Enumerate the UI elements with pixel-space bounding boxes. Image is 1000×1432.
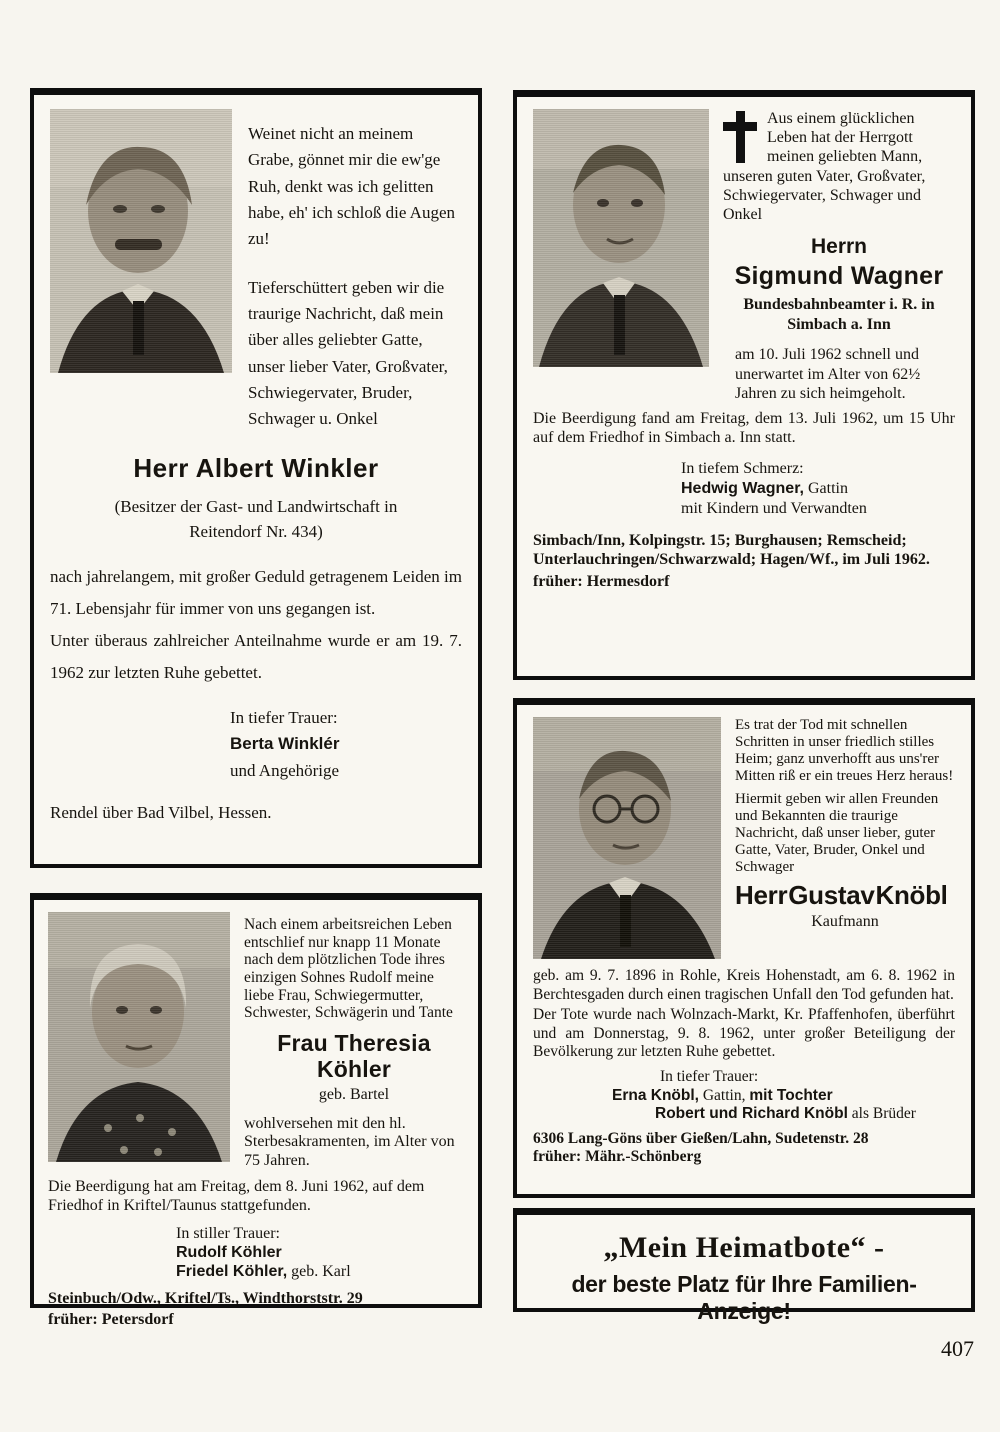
announcement-intro: Nach einem arbeitsreichen Leben entschlief nur knapp 11 Monate nach dem plötzlichen Tode ihres einzigen Sohnes Rudolf meine liebe Frau, Schwiegermutter, Schwester, Schwägerin und Tante — [244, 916, 453, 1022]
deceased-honorific: Herrn — [810, 235, 868, 259]
mourners-block — [681, 459, 955, 519]
ad-subtitle: der beste Platz für Ihre Familien-Anzeige! — [571, 1271, 917, 1324]
deceased-name: Herr Albert Winkler — [133, 452, 379, 483]
mourner-name: Robert und Richard Knöbl — [655, 1105, 848, 1123]
mourner-name: Rudolf Köhler — [176, 1243, 282, 1261]
heimatbote-advertisement — [513, 1208, 975, 1324]
deceased-name: Herr Gustav Knöbl — [735, 880, 948, 911]
mourner-name: Erna Knöbl, — [612, 1086, 699, 1104]
mourning-label: In tiefer Trauer: — [660, 1067, 759, 1085]
announcement-intro: Aus einem glücklichen Leben hat der Herrgott meinen geliebten Mann, unseren guten Vater, Großvater, Schwiegervater, Schwager und Onkel — [723, 110, 926, 223]
portrait-photo-knoebl — [533, 717, 721, 959]
mourner-relatives: mit Kindern und Verwandten — [681, 500, 867, 518]
mourner-name: Hedwig Wagner, — [681, 480, 804, 498]
location-line: Simbach/Inn, Kolpingstr. 15; Burghausen; Remscheid; Unterlauchringen/Schwarzwald; Hagen/Wf., im Juli 1962. — [533, 532, 930, 569]
mourner-name-line — [612, 1087, 955, 1106]
mourner-role: Gattin — [807, 480, 848, 498]
funeral-details: Unter überaus zahlreicher Anteilnahme wurde er am 19. 7. 1962 zur letzten Ruhe gebettet. — [50, 630, 462, 682]
memorial-verse: Weinet nicht an meinem Grabe, gönnet mir die ew'ge Ruh, denkt was ich gelitten habe, eh' ich schloß die Augen zu! — [248, 124, 456, 249]
intro-with-cross — [723, 109, 955, 224]
location-line: Rendel über Bad Vilbel, Hessen. — [50, 803, 272, 823]
funeral-details: Die Beerdigung hat am Freitag, dem 8. Juni 1962, auf dem Friedhof in Kriftel/Taunus stattgefunden. — [48, 1178, 425, 1215]
mourner-name-line — [681, 479, 955, 499]
page-number: 407 — [941, 1336, 974, 1361]
death-details: wohlversehen mit den hl. Sterbesakramenten, im Alter von 75 Jahren. — [244, 1114, 455, 1170]
mourner-name-line — [655, 1105, 955, 1124]
mourner-suffix: mit Tochter — [749, 1086, 833, 1104]
memorial-verse: Es trat der Tod mit schnellen Schritten in unser friedlich stilles Heim; ganz unverhofft aus uns'rer Mitten riß er ein treues Herz heraus! — [735, 717, 954, 784]
portrait-photo-koehler — [48, 912, 230, 1162]
obituary-winkler — [30, 88, 482, 868]
maiden-name: geb. Bartel — [318, 1086, 390, 1104]
mourner-name-line — [176, 1262, 464, 1281]
death-details: am 10. Juli 1962 schnell und unerwartet im Alter von 62½ Jahren zu sich heimgeholt. — [735, 346, 921, 402]
deceased-name: Sigmund Wagner — [734, 262, 944, 291]
mourning-label: In tiefem Schmerz: — [681, 460, 804, 478]
portrait-photo-winkler — [50, 109, 232, 373]
former-residence: früher: Hermesdorf — [533, 572, 670, 590]
portrait-photo-wagner — [533, 109, 709, 367]
obituary-wagner — [513, 90, 975, 680]
location-line: Steinbuch/Odw., Kriftel/Ts., Windthorststr. 29 — [48, 1290, 363, 1308]
mourner-role: als Brüder — [851, 1105, 916, 1123]
mourning-label: In stiller Trauer: — [176, 1224, 280, 1242]
mourner-name: Berta Winklér — [230, 734, 340, 754]
mourner-role: Gattin, — [702, 1086, 746, 1104]
mourner-name: Friedel Köhler, — [176, 1262, 288, 1280]
death-details: geb. am 9. 7. 1896 in Rohle, Kreis Hohenstadt, am 6. 8. 1962 in Berchtesgaden durch einen tragischen Unfall den Tod gefunden hat. — [533, 967, 955, 1003]
funeral-details: Der Tote wurde nach Wolnzach-Markt, Kr. Pfaffenhofen, überführt und am Donnerstag, 9. 8. 1962, unter großer Beteiligung der Bevölkerung zur letzten Ruhe gebettet. — [533, 1006, 955, 1061]
deceased-occupation: Bundesbahnbeamter i. R. in Simbach a. Inn — [743, 296, 935, 334]
mourner-maiden-name: geb. Karl — [291, 1262, 351, 1280]
announcement-intro: Tieferschüttert geben wir die traurige Nachricht, daß mein über alles geliebter Gatte, unser lieber Vater, Großvater, Schwiegervater, Bruder, Schwager u. Onkel — [248, 277, 448, 429]
ad-title: „Mein Heimatbote“ - — [603, 1231, 885, 1264]
deceased-occupation: (Besitzer der Gast- und Landwirtschaft in Reitendorf Nr. 434) — [114, 496, 398, 542]
deceased-occupation: Kaufmann — [811, 912, 879, 930]
former-residence: früher: Mähr.-Schönberg — [533, 1148, 702, 1166]
location-line: 6306 Lang-Göns über Gießen/Lahn, Sudetenstr. 28 — [533, 1129, 869, 1147]
mourners-block — [176, 1224, 464, 1282]
funeral-details: Die Beerdigung fand am Freitag, dem 13. Juli 1962, um 15 Uhr auf dem Friedhof in Simbach a. Inn statt. — [533, 409, 955, 447]
mourner-relatives: und Angehörige — [230, 761, 340, 781]
obituary-knoebl — [513, 698, 975, 1198]
mourning-label: In tiefer Trauer: — [230, 707, 338, 727]
cross-icon — [723, 111, 757, 163]
obituary-koehler — [30, 893, 482, 1329]
announcement-intro: Hiermit geben wir allen Freunden und Bekannten die traurige Nachricht, daß unser lieber, guter Gatte, Vater, Bruder, Onkel und Schwager — [735, 790, 939, 875]
former-residence: früher: Petersdorf — [48, 1311, 174, 1329]
mourners-block — [230, 705, 462, 786]
obituary-body: nach jahrelangem, mit großer Geduld getragenem Leiden im 71. Lebensjahr für immer von uns gegangen ist. — [50, 566, 462, 618]
deceased-name: Frau Theresia Köhler — [277, 1029, 431, 1083]
